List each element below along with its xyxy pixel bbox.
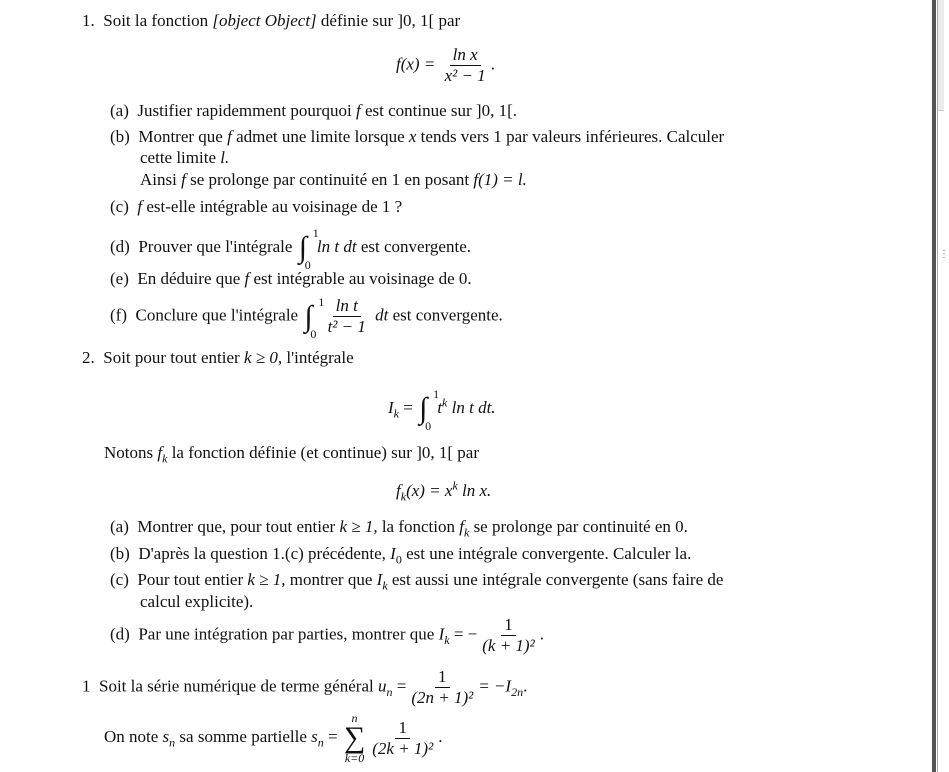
math: f	[157, 443, 163, 462]
math: f	[181, 170, 186, 189]
math: I	[388, 397, 394, 417]
denominator: (2n + 1)²	[411, 688, 474, 707]
lower-bound: 0	[425, 419, 432, 433]
text: Ainsi	[140, 170, 177, 189]
math: I	[376, 570, 383, 589]
math: I	[390, 544, 396, 563]
q1b-cont2	[140, 170, 527, 190]
q1f	[110, 294, 503, 341]
text: Montrer que	[138, 127, 223, 146]
math: ln t dt.	[451, 397, 496, 417]
upper-bound: 1	[318, 294, 325, 309]
q1e	[110, 269, 472, 289]
q2-formula	[388, 387, 496, 433]
math: x	[408, 127, 417, 146]
integral-sign: ∫ 1 0	[298, 226, 319, 272]
sub-label: (c)	[110, 570, 129, 589]
fraction	[369, 719, 436, 758]
math: s	[311, 726, 318, 746]
math: k	[162, 451, 168, 466]
math: f	[459, 517, 464, 536]
q1a	[110, 101, 517, 121]
side-panel[interactable]	[937, 0, 944, 772]
side-panel-header	[938, 0, 944, 111]
sigma: ∑	[343, 721, 366, 754]
text: est aussi une intégrale convergente (sans faire de	[391, 570, 724, 589]
text: On note	[104, 726, 159, 746]
math: I	[438, 624, 445, 644]
text: Justifier rapidemment pourquoi	[137, 101, 352, 120]
text: = −	[453, 624, 478, 644]
text: Prouver que l'intégrale	[138, 236, 293, 256]
sub-label: (a)	[110, 101, 129, 120]
q2c	[110, 570, 724, 593]
text: =	[396, 676, 407, 696]
denominator: (k + 1)²	[482, 636, 535, 655]
denominator: (2k + 1)²	[372, 738, 434, 758]
q2a	[110, 517, 688, 540]
math: n	[317, 735, 324, 750]
fraction	[408, 668, 476, 707]
item-number: 1.	[82, 11, 95, 30]
text: Conclure que l'intégrale	[135, 305, 299, 325]
text: cette limite	[140, 148, 216, 167]
math: 0	[395, 552, 402, 567]
q3-line	[82, 668, 527, 707]
numerator: ln x	[450, 46, 481, 66]
lower-bound: 0	[304, 258, 311, 272]
math: k	[452, 478, 458, 493]
item-number: 2.	[82, 348, 95, 367]
text: admet une limite lorsque	[236, 127, 405, 146]
text: est continue sur ]0, 1[.	[364, 101, 517, 120]
q1b	[110, 127, 724, 147]
math: t	[437, 397, 443, 417]
math: f(1) = l.	[473, 170, 527, 189]
lower-bound: 0	[310, 326, 317, 341]
upper-bound: 1	[433, 387, 440, 401]
sub-label: (d)	[110, 236, 130, 256]
q2-notons	[104, 443, 479, 466]
math: [object Object]	[212, 11, 317, 30]
math: 2n	[511, 684, 524, 699]
q1c	[110, 197, 402, 217]
math: l.	[220, 148, 230, 167]
integral-sign: ∫ 1 0	[419, 387, 440, 433]
math: k ≥ 1,	[247, 570, 286, 589]
numerator: 1	[395, 719, 410, 739]
math: f	[355, 101, 361, 120]
text: la fonction définie (et continue) sur ]0, 1[ par	[171, 443, 479, 462]
math: f(x) =	[396, 54, 436, 74]
math: dt	[375, 305, 389, 325]
text: =	[328, 726, 338, 746]
q3-partial-sum	[104, 712, 442, 764]
text: Pour tout entier	[137, 570, 244, 589]
text: .	[438, 726, 443, 746]
text: est-elle intégrable au voisinage de 1 ?	[146, 197, 403, 216]
math: n	[169, 735, 176, 750]
sub-label: (d)	[110, 624, 130, 644]
math: = −I	[478, 676, 512, 696]
text: tends vers 1 par valeurs inférieures. Calculer	[420, 127, 725, 146]
text: D'après la question 1.(c) précédente,	[138, 544, 386, 563]
text: En déduire que	[137, 269, 241, 288]
math: ln x.	[462, 481, 492, 500]
fraction	[479, 616, 537, 655]
resize-grip-icon[interactable]: ⋮	[939, 249, 949, 260]
upper-bound: n	[351, 711, 358, 725]
fraction	[442, 46, 489, 85]
math: u	[377, 676, 387, 696]
q1d	[110, 226, 471, 272]
upper-bound: 1	[312, 226, 319, 240]
text: calcul explicite).	[140, 592, 254, 611]
sub-label: (f)	[110, 305, 127, 325]
text: .	[490, 54, 495, 74]
text: Montrer que, pour tout entier	[137, 517, 336, 536]
math: k	[400, 489, 407, 504]
sub-label: (a)	[110, 517, 129, 536]
numerator: ln t	[333, 297, 361, 317]
lower-bound: k=0	[344, 751, 365, 765]
math: k	[463, 525, 470, 540]
math: (x) = x	[406, 481, 453, 500]
text: est une intégrale convergente. Calculer la.	[406, 544, 692, 563]
text: est convergente.	[392, 305, 503, 325]
sub-label: (b)	[110, 127, 130, 146]
text: montrer que	[289, 570, 373, 589]
q2c-cont	[140, 592, 253, 612]
q2-line	[82, 348, 354, 368]
item-number: 1	[82, 676, 91, 696]
q1-formula	[396, 46, 495, 85]
numerator: 1	[435, 668, 450, 688]
text: .	[523, 676, 528, 696]
text: est intégrable au voisinage de 0.	[253, 269, 472, 288]
math: k ≥ 1,	[339, 517, 378, 536]
text: Soit pour tout entier	[103, 348, 240, 367]
text: se prolonge par continuité en 0.	[473, 517, 688, 536]
page-edge-divider	[932, 0, 936, 772]
denominator: x² − 1	[444, 66, 486, 85]
text: la fonction	[381, 517, 455, 536]
math: k	[442, 395, 448, 410]
q1-line	[82, 11, 460, 31]
math: f	[227, 127, 232, 146]
text: =	[403, 397, 413, 417]
integral-sign: ∫ 1 0	[304, 294, 325, 341]
math: n	[386, 684, 393, 699]
text: définie sur ]0, 1[ par	[320, 11, 461, 30]
math: k	[382, 578, 388, 593]
sub-label: (b)	[110, 544, 130, 563]
math: f	[137, 197, 143, 216]
sub-label: (c)	[110, 197, 129, 216]
q2b	[110, 544, 692, 567]
denominator: t² − 1	[327, 317, 366, 336]
math: f	[244, 269, 250, 288]
fraction	[325, 297, 369, 336]
text: Notons	[104, 443, 154, 462]
math: k	[393, 406, 399, 421]
math: k ≥ 0,	[243, 348, 283, 367]
text: Par une intégration par parties, montrer que	[138, 624, 435, 644]
q1b-cont	[140, 148, 229, 168]
q2d	[110, 616, 544, 655]
math: f	[396, 481, 401, 500]
math: s	[162, 726, 170, 746]
text: est convergente.	[360, 236, 471, 256]
text: sa somme partielle	[179, 726, 307, 746]
text: se prolonge par continuité en 1 en posant	[190, 170, 470, 189]
sub-label: (e)	[110, 269, 129, 288]
math: k	[444, 632, 450, 647]
sum-sign	[344, 712, 365, 764]
text: Soit la fonction	[103, 11, 209, 30]
text: .	[539, 624, 544, 644]
math: ln t dt	[316, 236, 357, 256]
numerator: 1	[501, 616, 516, 636]
q2-formula2	[396, 478, 492, 504]
text: l'intégrale	[286, 348, 354, 367]
text: Soit la série numérique de terme général	[99, 676, 374, 696]
